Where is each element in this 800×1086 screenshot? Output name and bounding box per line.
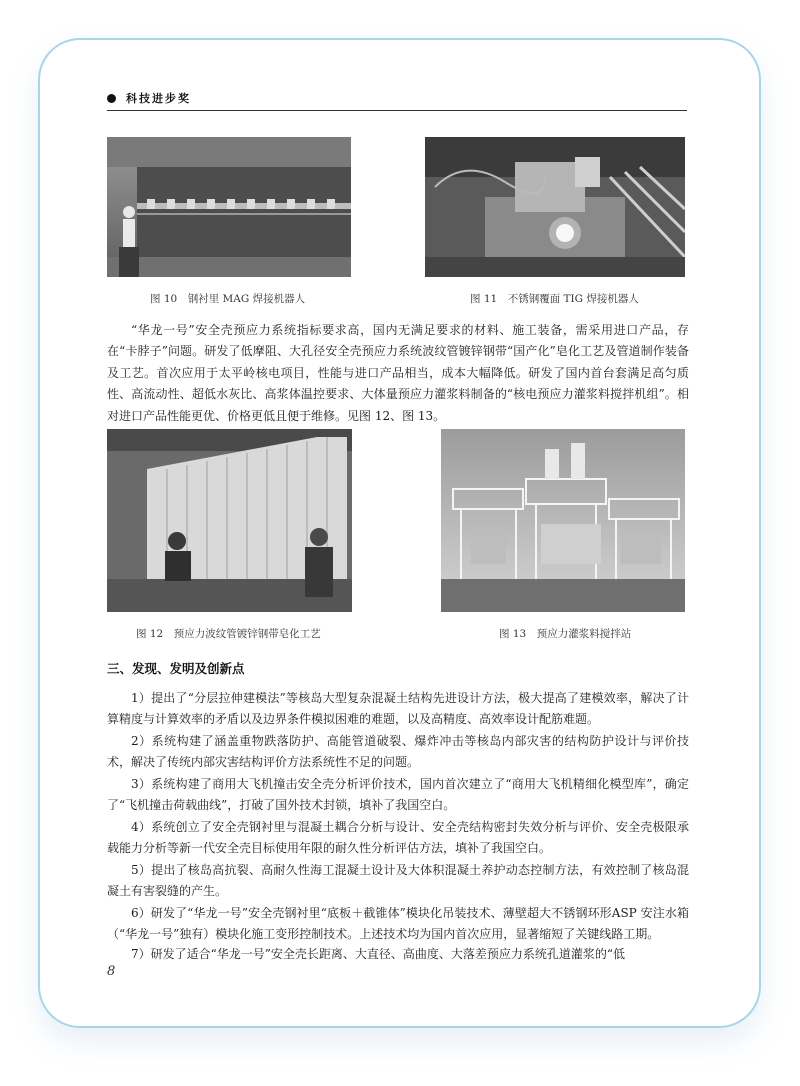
section-heading: 三、发现、发明及创新点	[107, 661, 245, 676]
corrugated-pipe-illustration	[107, 429, 352, 612]
figure-11-caption: 图 11 不锈钢覆面 TIG 焊接机器人	[470, 293, 639, 305]
header-rule	[107, 110, 687, 111]
welding-robot-illustration	[107, 137, 351, 277]
intro-paragraph: “华龙一号”安全壳预应力系统指标要求高，国内无满足要求的材料、施工装备，需采用进口产品，存在“卡脖子”问题。研发了低摩阻、大孔径安全壳预应力系统波纹管镀锌钢带“国产化”皂化工艺及管道制作装备及工艺。首次应用于太平岭核电项目，性能与进口产品相当，成本大幅降低。研发了国内首台套满足高匀质性、高流动性、超低水灰比、高浆体温控要求、大体量预应力灌浆料制备的“核电预应力灌浆料搅拌机组”。相对进口产品性能更优、价格更低且便于维修。见图 12、图 13。	[107, 323, 689, 423]
figure-13-photo	[441, 429, 685, 612]
figure-13-caption: 图 13 预应力灌浆料搅拌站	[499, 628, 632, 640]
list-item: 5）提出了核岛高抗裂、高耐久性海工混凝土设计及大体积混凝土养护动态控制方法，有效控制了核岛混凝土有害裂缝的产生。	[107, 863, 689, 899]
list-item: 3）系统构建了商用大飞机撞击安全壳分析评价技术，国内首次建立了“商用大飞机精细化模型库”，确定了“飞机撞击荷载曲线”，打破了国外技术封锁，填补了我国空白。	[107, 777, 689, 813]
list-item: 6）研发了“华龙一号”安全壳钢衬里“底板＋截锥体”模块化吊装技术、薄壁超大不锈钢环形ASP 安注水箱（“华龙一号”独有）模块化施工变形控制技术。上述技术均为国内首次应用，显著缩短了关键线路工期。	[107, 906, 689, 942]
list-item: 1）提出了“分层拉伸建模法”等核岛大型复杂混凝土结构先进设计方法，极大提高了建模效率，解决了计算精度与计算效率的矛盾以及边界条件模拟困难的难题，以及高精度、高效率设计配筋难题。	[107, 691, 689, 727]
page-number: 8	[107, 964, 116, 979]
figure-12-photo	[107, 429, 352, 612]
running-header	[107, 90, 191, 106]
list-item: 2）系统构建了涵盖重物跌落防护、高能管道破裂、爆炸冲击等核岛内部灾害的结构防护设计与评价技术，解决了传统内部灾害结构评价方法系统性不足的问题。	[107, 734, 689, 770]
grout-mixing-station-illustration	[441, 429, 685, 612]
figure-11-photo	[425, 137, 685, 277]
list-item: 4）系统创立了安全壳钢衬里与混凝土耦合分析与设计、安全壳结构密封失效分析与评价、安全壳极限承载能力分析等新一代安全壳目标使用年限的耐久性分析评估方法，填补了我国空白。	[107, 820, 689, 856]
header-title: 科技进步奖	[126, 92, 191, 105]
figure-12-caption: 图 12 预应力波纹管镀锌钢带皂化工艺	[136, 628, 321, 640]
figure-10-photo	[107, 137, 351, 277]
list-item: 7）研发了适合“华龙一号”安全壳长距离、大直径、高曲度、大落差预应力系统孔道灌浆的“低	[131, 947, 626, 961]
figure-10-caption: 图 10 钢衬里 MAG 焊接机器人	[150, 293, 306, 305]
bullet-icon	[107, 94, 116, 103]
tig-robot-illustration	[425, 137, 685, 277]
